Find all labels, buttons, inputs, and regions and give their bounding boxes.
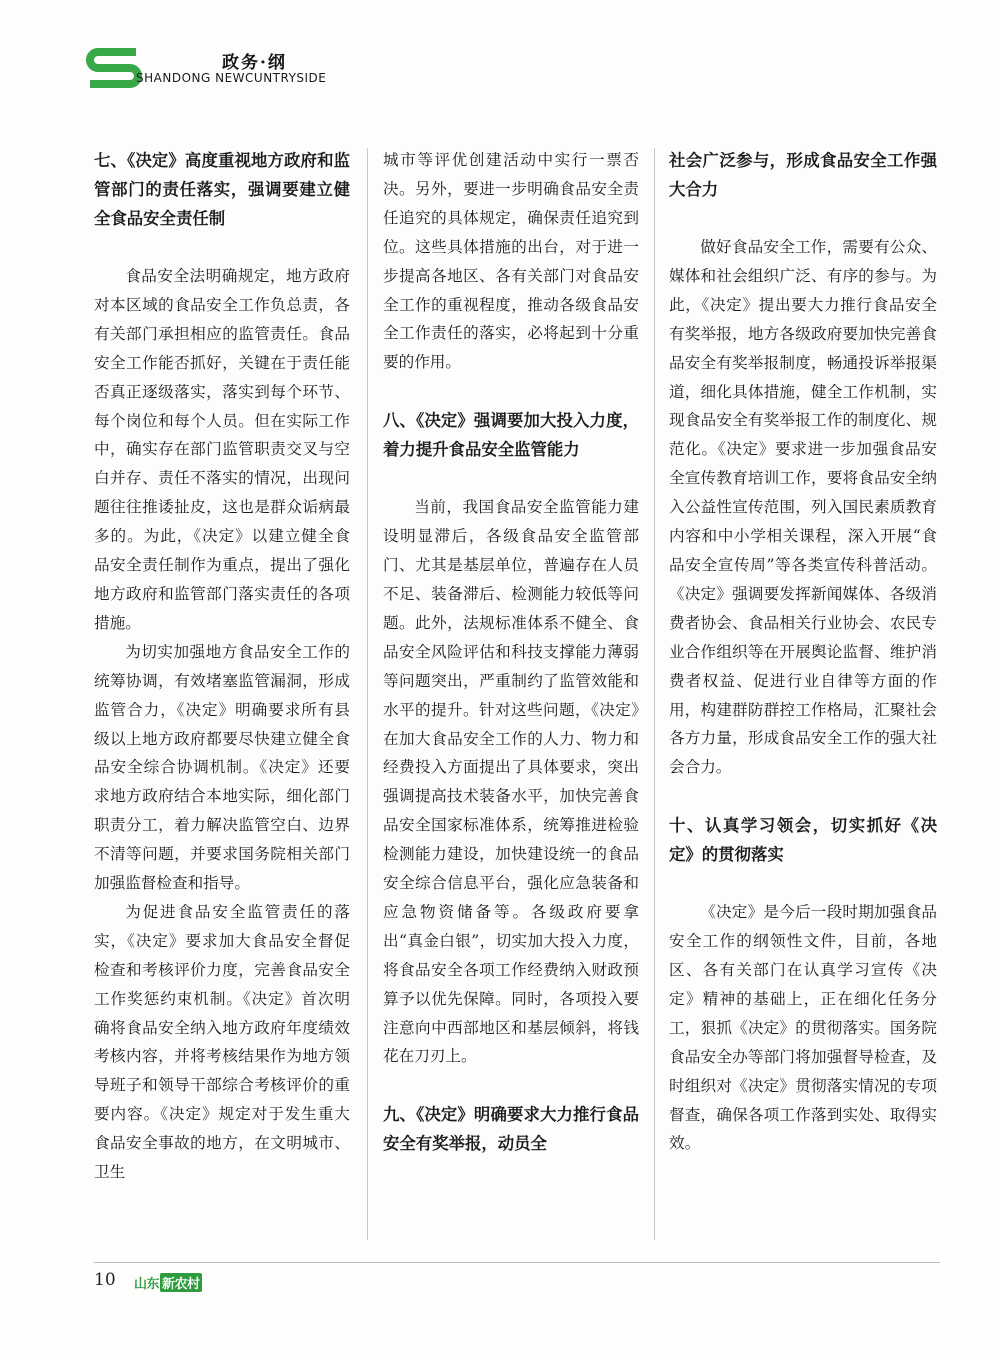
s-logo-icon	[86, 46, 142, 92]
footer-logo-text: 山东	[134, 1277, 160, 1292]
section-title: 政务·纲	[222, 53, 287, 73]
footer-divider	[94, 1262, 940, 1263]
text-column-2	[383, 146, 639, 1187]
column-divider	[367, 148, 368, 1240]
body-paragraph: 为促进食品安全监管责任的落实，《决定》要求加大食品安全督促检查和考核评价力度，完善食品安全工作奖惩约束机制。《决定》首次明确将食品安全纳入地方政府年度绩效考核内容，并将考核结果作为地方领导班子和领导干部综合考核评价的重要内容。《决定》规定对于发生重大食品安全事故的地方，在文明城市、卫生	[94, 902, 350, 1182]
section-heading: 十、认真学习领会，切实抓好《决定》的贯彻落实	[669, 816, 937, 865]
section-heading: 七、《决定》高度重视地方政府和监管部门的责任落实，强调要建立健全食品安全责任制	[94, 151, 350, 228]
paragraph-gap	[383, 377, 639, 406]
page-number: 10	[94, 1270, 116, 1290]
masthead	[86, 44, 386, 94]
body-paragraph: 为切实加强地方食品安全工作的统筹协调，有效堵塞监管漏洞，形成监管合力，《决定》明确要求所有县级以上地方政府都要尽快建立健全食品安全综合协调机制。《决定》还要求地方政府结合本地实际，细化部门职责分工，着力解决监管空白、边界不清等问题，并要求国务院相关部门加强监督检查和指导。	[94, 642, 350, 893]
paragraph-gap	[383, 1071, 639, 1100]
section-heading: 八、《决定》强调要加大投入力度，着力提升食品安全监管能力	[383, 411, 639, 460]
body-paragraph: 城市等评优创建活动中实行一票否决。另外，要进一步明确食品安全责任追究的具体规定，确保责任追究到位。这些具体措施的出台，对于进一步提高各地区、各有关部门对食品安全工作的重视程度，推动各级食品安全工作责任的落实，必将起到十分重要的作用。	[383, 151, 639, 372]
section-heading: 九、《决定》明确要求大力推行食品安全有奖举报，动员全	[383, 1105, 639, 1154]
body-paragraph: 《决定》是今后一段时期加强食品安全工作的纲领性文件，目前，各地区、各有关部门在认真学习宣传《决定》精神的基础上，正在细化任务分工，狠抓《决定》的贯彻落实。国务院食品安全办等部门将加强督导检查，及时组织对《决定》贯彻落实情况的专项督查，确保各项工作落到实处、取得实效。	[669, 903, 937, 1153]
body-paragraph: 食品安全法明确规定，地方政府对本区域的食品安全工作负总责，各有关部门承担相应的监管责任。食品安全工作能否抓好，关键在于责任能否真正逐级落实，落实到每个环节、每个岗位和每个人员。但在实际工作中，确实存在部门监管职责交叉与空白并存、责任不落实的情况，出现问题往往推诿扯皮，这也是群众诟病最多的。为此，《决定》以建立健全食品安全责任制作为重点，提出了强化地方政府和监管部门落实责任的各项措施。	[94, 267, 350, 632]
column-divider	[654, 148, 655, 1240]
body-paragraph: 做好食品安全工作，需要有公众、媒体和社会组织广泛、有序的参与。为此，《决定》提出要大力推行食品安全有奖举报，地方各级政府要加快完善食品安全有奖举报制度，畅通投诉举报渠道，细化具体措施，健全工作机制，实现食品安全有奖举报工作的制度化、规范化。《决定》要求进一步加强食品安全宣传教育培训工作，要将食品安全纳入公益性宣传范围，列入国民素质教育内容和中小学相关课程，深入开展“食品安全宣传周”等各类宣传科普活动。《决定》强调要发挥新闻媒体、各级消费者协会、食品相关行业协会、农民专业合作组织等在开展舆论监督、维护消费者权益、促进行业自律等方面的作用，构建群防群控工作格局，汇聚社会各方力量，形成食品安全工作的强大社会合力。	[669, 238, 937, 777]
section-heading: 社会广泛参与，形成食品安全工作强大合力	[669, 151, 937, 199]
paragraph-gap	[669, 782, 937, 811]
footer-logo-box: 新农村	[160, 1273, 202, 1292]
footer-logo	[134, 1273, 202, 1292]
magazine-subtitle: SHANDONG NEWCUNTRYSIDE	[136, 71, 327, 85]
text-column-3	[669, 146, 937, 1158]
body-paragraph: 当前，我国食品安全监管能力建设明显滞后，各级食品安全监管部门、尤其是基层单位，普遍存在人员不足、装备滞后、检测能力较低等问题。此外，法规标准体系不健全、食品安全风险评估和科技支撑能力薄弱等问题突出，严重制约了监管效能和水平的提升。针对这些问题，《决定》在加大食品安全工作的人力、物力和经费投入方面提出了具体要求，突出强调提高技术装备水平，加快完善食品安全国家标准体系，统筹推进检验检测能力建设，加快建设统一的食品安全综合信息平台，强化应急装备和应急物资储备等。各级政府要拿出“真金白银”，切实加大投入力度，将食品安全各项工作经费纳入财政预算予以优先保障。同时，各项投入要注意向中西部地区和基层倾斜，将钱花在刀刃上。	[383, 498, 639, 1066]
text-column-1	[94, 146, 350, 1187]
